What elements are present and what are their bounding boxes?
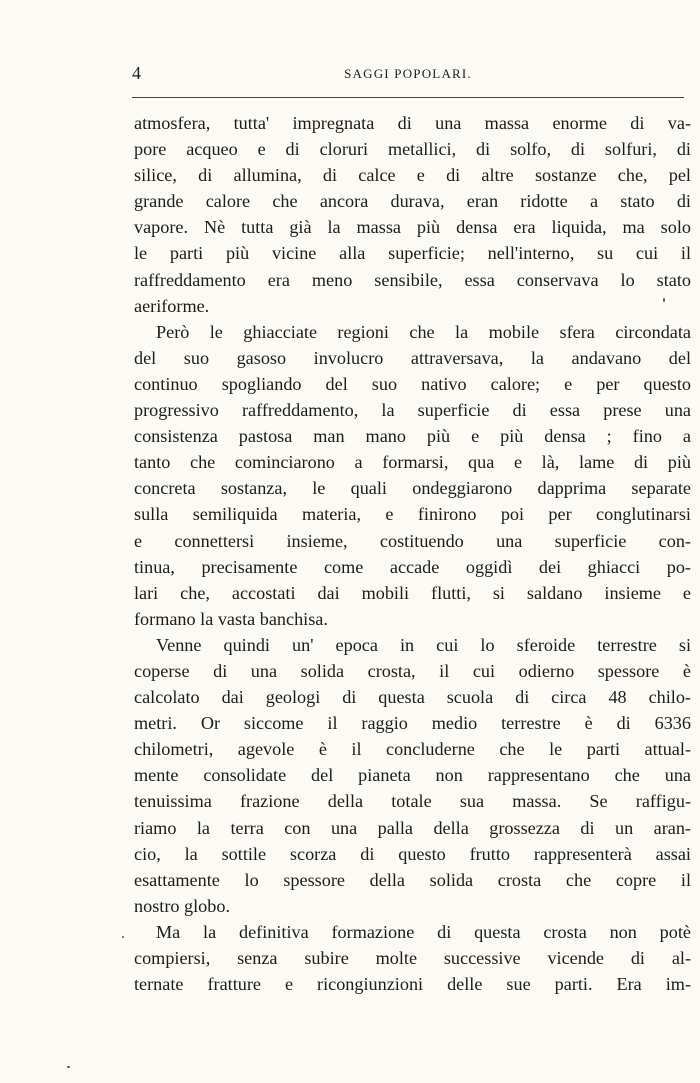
- body-text: [134, 110, 691, 997]
- header-rule: [132, 97, 684, 98]
- text-line: calcolato dai geologi di questa scuola di circa 48 chilo-: [134, 687, 691, 708]
- text-line: tinua, precisamente come accade oggidì dei ghiacci po-: [134, 556, 691, 577]
- paragraph: [134, 919, 691, 997]
- paper-speck: [663, 298, 665, 302]
- text-line: formano la vasta banchisa.: [134, 608, 328, 629]
- text-line: vapore. Nè tutta già la massa più densa era liquida, ma solo: [134, 217, 691, 238]
- text-line: esattamente lo spessore della solida crosta che copre il: [134, 869, 691, 890]
- text-line: pore acqueo e di cloruri metallici, di solfo, di solfuri, di: [134, 139, 691, 160]
- text-line: nostro globo.: [134, 895, 230, 916]
- text-line: lari che, accostati dai mobili flutti, si saldano insieme e: [134, 582, 691, 603]
- text-line: atmosfera, tutta' impregnata di una massa enorme di va-: [134, 113, 691, 133]
- text-line: grande calore che ancora durava, eran ridotte a stato di: [134, 191, 691, 212]
- text-line: raffreddamento era meno sensibile, essa conservava lo stato: [134, 269, 691, 290]
- text-line: coperse di una solida crosta, il cui odierno spessore è: [134, 660, 691, 681]
- running-head: SAGGI POPOLARI.: [344, 66, 472, 81]
- paragraph: [134, 319, 691, 632]
- text-line: e connettersi insieme, costituendo una superficie con-: [134, 530, 691, 551]
- paragraph: [134, 110, 691, 319]
- text-line: del suo gasoso involucro attraversava, la andavano del: [134, 347, 691, 368]
- text-line: le parti più vicine alla superficie; nell'interno, su cui il: [134, 243, 691, 264]
- text-line: aeriforme.: [134, 295, 210, 316]
- text-line: progressivo raffreddamento, la superficie di essa prese una: [134, 400, 691, 421]
- text-line: chilometri, agevole è il concluderne che le parti attual-: [134, 739, 691, 760]
- text-line: riamo la terra con una palla della grossezza di un aran-: [134, 817, 691, 838]
- page-number: 4: [132, 63, 141, 83]
- text-line: Però le ghiacciate regioni che la mobile sfera circondata: [156, 321, 691, 342]
- text-line: sulla semiliquida materia, e finirono poi per conglutinarsi: [134, 504, 691, 525]
- text-line: ternate fratture e ricongiunzioni delle sue parti. Era im-: [134, 974, 691, 995]
- text-line: consistenza pastosa man mano più e più densa ; fino a: [134, 426, 691, 447]
- text-line: tanto che cominciarono a formarsi, qua e là, lame di più: [134, 452, 691, 473]
- text-line: continuo spogliando del suo nativo calore; e per questo: [134, 373, 691, 394]
- text-line: metri. Or siccome il raggio medio terrestre è di 6336: [134, 713, 691, 734]
- text-line: tenuissima frazione della totale sua massa. Se raffigu-: [134, 791, 691, 812]
- text-line: silice, di allumina, di calce e di altre sostanze che, pel: [134, 165, 691, 186]
- text-line: mente consolidate del pianeta non rappresentano che una: [134, 765, 691, 786]
- text-line: Ma la definitiva formazione di questa crosta non potè: [156, 921, 691, 942]
- text-line: Venne quindi un' epoca in cui lo sferoide terrestre si: [156, 634, 691, 655]
- paper-speck: [122, 936, 124, 938]
- text-line: concreta sostanza, le quali ondeggiarono dapprima separate: [134, 478, 691, 499]
- text-line: compiersi, senza subire molte successive vicende di al-: [134, 948, 691, 968]
- text-line: cio, la sottile scorza di questo frutto rappresenterà assai: [134, 843, 691, 864]
- paper-speck: [67, 1066, 70, 1068]
- paragraph: [134, 632, 691, 919]
- page-header: [128, 62, 688, 88]
